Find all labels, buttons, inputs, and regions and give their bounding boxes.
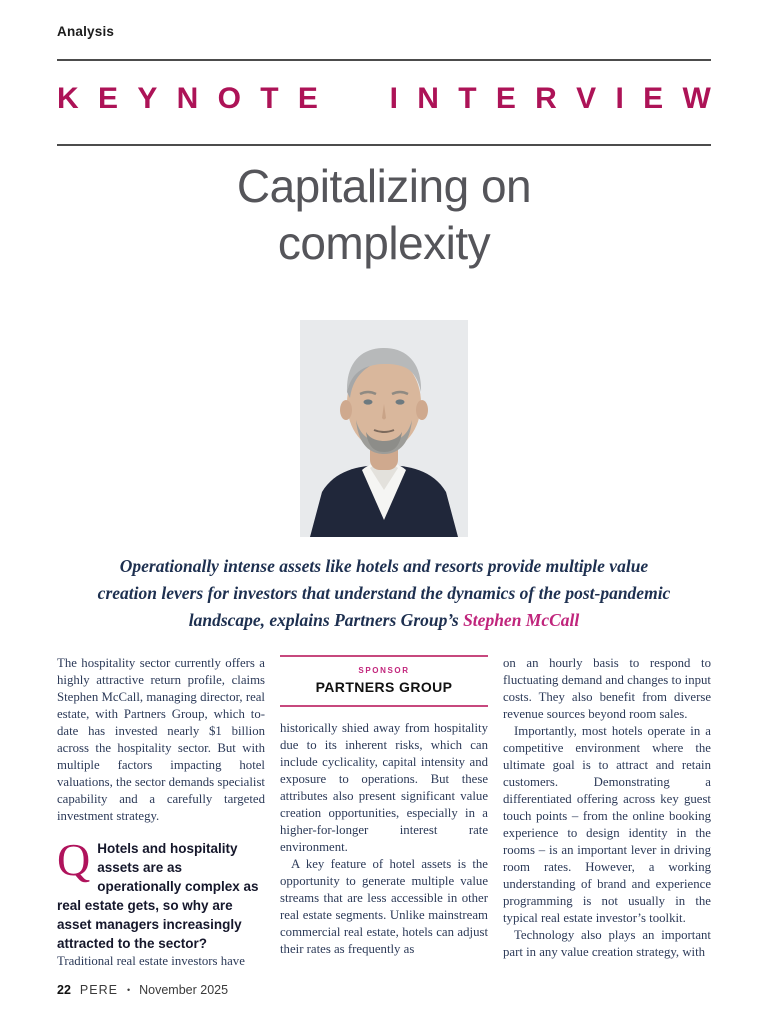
kicker-rule [57,144,711,146]
article-title-line2: complexity [277,217,491,269]
column-3 [503,655,711,970]
col1-paragraph-2: Traditional real estate investors have [57,954,245,968]
standfirst-text: Operationally intense assets like hotels and resorts provide multiple value creation levers for investors that understand the dynamics of the post-pandemic landscape, explains Partners Group’s [97,556,671,630]
sponsor-name: PARTNERS GROUP [315,679,453,695]
body-columns [57,655,711,970]
article-title [57,158,711,272]
sponsor-label: SPONSOR [358,666,410,675]
col2-paragraph-1: historically shied away from hospitality due to its inherent risks, which can include cyclicality, capital intensity and exposure to operations. But these attributes also present significant value creation opportunities, especially in a higher-for-longer interest rate environment. [280,721,488,854]
section-label: Analysis [57,24,115,39]
question-block [57,834,265,953]
col1-paragraph-1: The hospitality sector currently offers a highly attractive return profile, claims Stephen McCall, managing director, real estate, with Partners Group, which to-date has invested nearly $1 billion across the hospitality sector. But with multiple factors impacting hotel valuations, the sector demands specialist capability and a carefully targeted investment strategy. [57,656,265,823]
col2-paragraph-2: A key feature of hotel assets is the opportunity to generate multiple value streams that are less accessible in other real estate segments. Unlike mainstream commercial real estate, hotels can adjust their rates as frequently as [280,857,488,956]
sponsor-box [280,655,488,707]
col3-paragraph-2: Importantly, most hotels operate in a competitive environment where the ultimate goal is to attract and retain customers. Demonstrating a differentiated offering across key guest touch points – from the online booking experience to design identity in the rooms – is an important lever in driving room rates. However, a working understanding of brand and experience programming is not usually in the typical real estate investor’s toolkit. [503,724,711,925]
col3-paragraph-1: on an hourly basis to respond to fluctuating demand and changes to input costs. They also benefit from diverse revenue sources beyond room sales. [503,656,711,721]
standfirst-author: Stephen McCall [463,610,580,630]
question-drop-cap: Q [57,834,91,885]
col3-paragraph-3: Technology also plays an important part in any value creation strategy, with [503,928,711,959]
footer-issue-date: November 2025 [139,983,229,997]
footer-separator-dot: • [126,985,131,995]
column-2 [280,655,488,970]
portrait-illustration [300,320,468,537]
standfirst [92,553,676,634]
kicker-keynote-interview: K E Y N O T E I N T E R V I E W [57,82,711,115]
column-1 [57,655,265,970]
portrait-photo [300,320,468,537]
top-rule [57,59,711,61]
footer-publication: PERE [79,983,118,997]
footer-page-number: 22 [57,983,71,997]
question-text: Hotels and hospitality assets are as operationally complex as real estate gets, so why are asset managers increasingly attracted to the sector? [57,841,259,951]
article-title-line1: Capitalizing on [236,160,532,212]
page-footer [57,983,228,997]
